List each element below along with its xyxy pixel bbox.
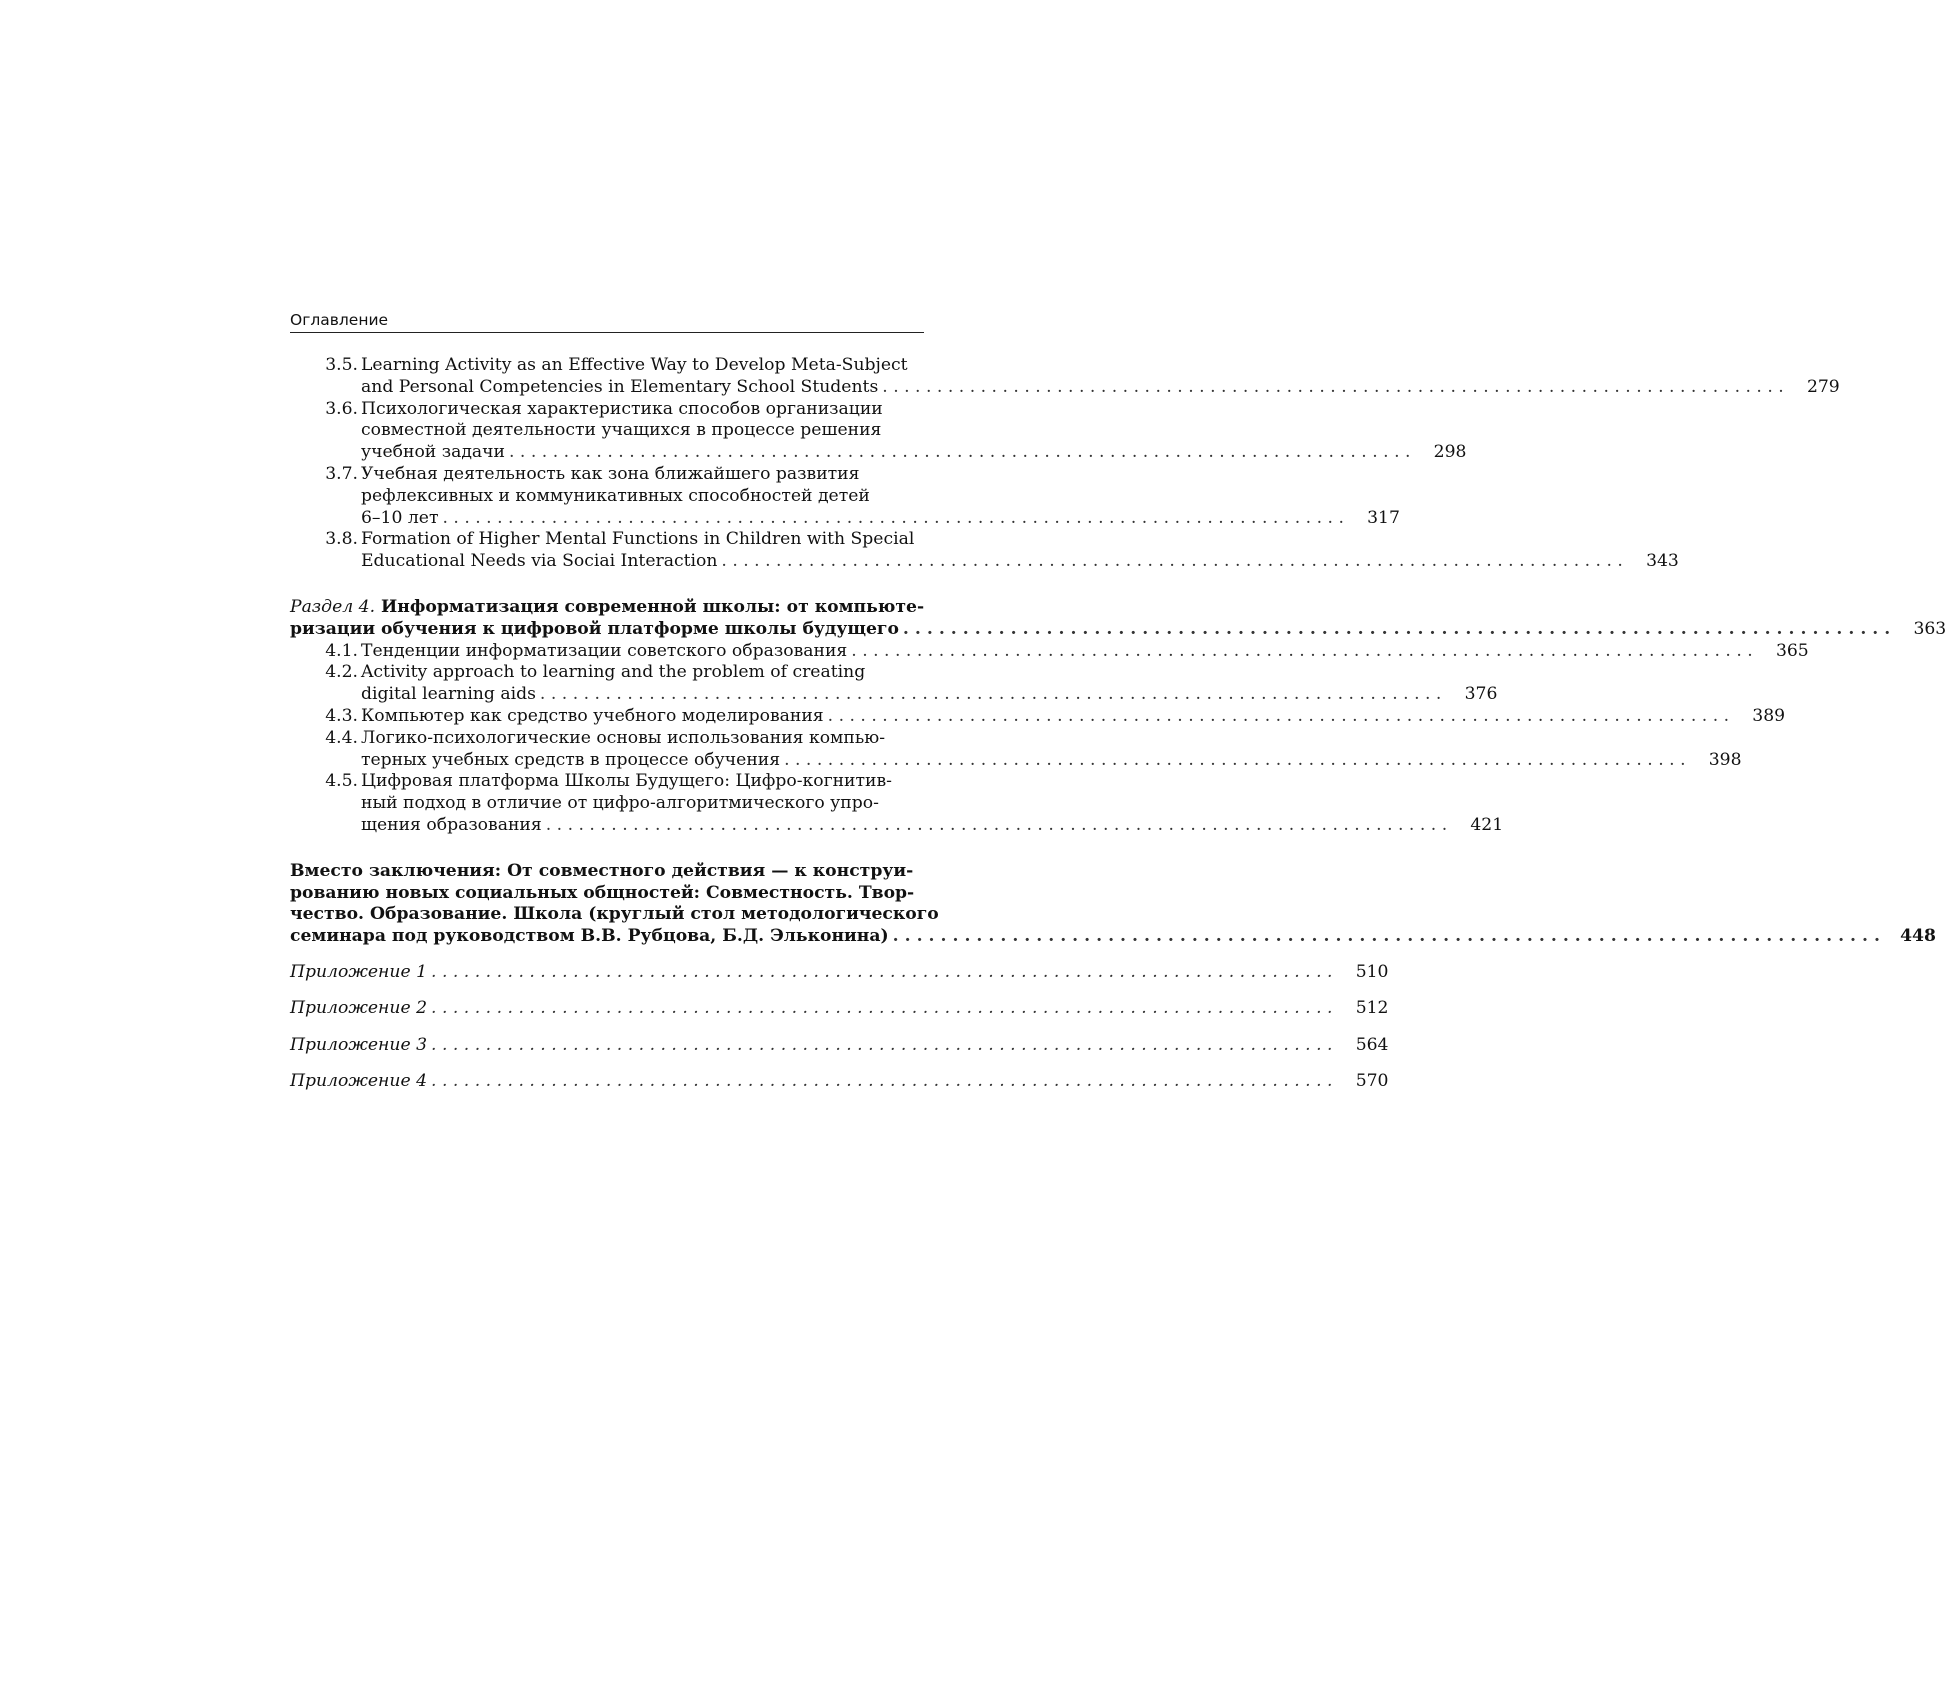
appendix-entry bbox=[290, 1034, 1389, 1057]
page-number: 279 bbox=[1806, 376, 1840, 397]
entry-title bbox=[361, 464, 1344, 529]
entry-title-text: Тенденции информатизации советского образования bbox=[361, 640, 848, 661]
entry-title bbox=[361, 728, 1686, 772]
entry-title-text: digital learning aids bbox=[361, 684, 536, 705]
page-number: 564 bbox=[1355, 1034, 1389, 1055]
page-number: 389 bbox=[1752, 705, 1786, 726]
entry-line bbox=[361, 551, 1623, 573]
entry-line bbox=[290, 1035, 1333, 1057]
page-number: 298 bbox=[1433, 442, 1467, 463]
toc-entry bbox=[290, 727, 1742, 772]
entry-number: 4.5. bbox=[325, 771, 358, 792]
entry-title bbox=[361, 662, 1441, 706]
appendix-title bbox=[290, 1035, 1333, 1057]
entry-line: чество. Образование. Школа (круглый стол методологического bbox=[290, 904, 939, 925]
appendix-title bbox=[290, 998, 1333, 1020]
page-number: 376 bbox=[1464, 684, 1498, 705]
leader-dots bbox=[431, 1035, 1332, 1057]
entry-title-text: and Personal Competencies in Elementary School Students bbox=[361, 376, 879, 397]
page-number: 448 bbox=[1900, 926, 1936, 947]
entry-line: Психологическая характеристика способов организации bbox=[361, 398, 883, 419]
entry-title bbox=[361, 706, 1729, 728]
conclusion-entry bbox=[290, 860, 1936, 948]
leader-dots bbox=[540, 684, 1441, 706]
entry-line bbox=[361, 377, 1784, 399]
section-title-line-2: ризации обучения к цифровой платформе школы будущего bbox=[290, 618, 899, 639]
leader-dots bbox=[784, 750, 1685, 772]
entry-line bbox=[361, 684, 1441, 706]
entry-title-text: Приложение 1 bbox=[290, 961, 428, 982]
entry-title-text: Приложение 2 bbox=[290, 998, 428, 1019]
leader-dots bbox=[851, 641, 1752, 663]
page-number: 570 bbox=[1355, 1071, 1389, 1092]
entry-line bbox=[290, 962, 1333, 984]
appendix-entry bbox=[290, 998, 1389, 1020]
section-title-line-1: Информатизация современной школы: от компьюте- bbox=[381, 596, 925, 617]
entry-line: Цифровая платформа Школы Будущего: Цифро-когнитив- bbox=[361, 771, 892, 792]
leader-dots bbox=[442, 508, 1343, 530]
section-label: Раздел 4. bbox=[290, 596, 376, 617]
entry-number: 3.5. bbox=[325, 355, 358, 375]
page-number: 365 bbox=[1775, 640, 1809, 661]
entry-number: 4.2. bbox=[325, 662, 358, 683]
entry-line: совместной деятельности учащихся в процессе решения bbox=[361, 420, 882, 441]
entry-title-text: Educational Needs via Sociai Interaction bbox=[361, 551, 718, 572]
page-number: 510 bbox=[1355, 961, 1389, 982]
toc-entry bbox=[290, 705, 1786, 728]
entry-number: 3.8. bbox=[325, 529, 358, 550]
leader-dots bbox=[431, 998, 1332, 1020]
entry-number: 3.7. bbox=[325, 463, 358, 484]
leader-dots bbox=[546, 815, 1447, 837]
entry-title-text: Приложение 3 bbox=[290, 1034, 428, 1055]
entry-title bbox=[361, 529, 1623, 573]
conclusion-title bbox=[290, 861, 1880, 948]
entry-line bbox=[361, 706, 1729, 728]
leader-dots bbox=[509, 442, 1410, 464]
entry-line bbox=[290, 926, 1880, 948]
chapter-3-entries bbox=[290, 355, 1840, 573]
appendix-title bbox=[290, 962, 1333, 984]
entry-title-text: Компьютер как средство учебного моделирования bbox=[361, 705, 824, 726]
entry-line: рефлексивных и коммуникативных способностей детей bbox=[361, 485, 870, 506]
entry-number: 4.3. bbox=[325, 705, 358, 726]
table-of-contents bbox=[290, 355, 1946, 1093]
entry-line: Логико-психологические основы использования компью- bbox=[361, 727, 886, 748]
entry-title-text: щения образования bbox=[361, 814, 542, 835]
entry-title-text: терных учебных средств в процессе обучения bbox=[361, 749, 781, 770]
toc-entry bbox=[290, 771, 1504, 836]
entry-title bbox=[361, 771, 1447, 836]
entry-line bbox=[290, 998, 1333, 1020]
page-number: 398 bbox=[1708, 749, 1742, 770]
entry-number: 4.1. bbox=[325, 640, 358, 661]
toc-entry bbox=[290, 463, 1400, 529]
entry-line bbox=[361, 442, 1410, 464]
entry-title bbox=[361, 641, 1753, 663]
entry-line bbox=[361, 815, 1447, 837]
toc-entry bbox=[290, 662, 1498, 706]
page-number: 512 bbox=[1355, 998, 1389, 1019]
page-number: 343 bbox=[1646, 551, 1679, 572]
entry-line: Учебная деятельность как зона ближайшего развития bbox=[361, 463, 860, 484]
page-number: 421 bbox=[1470, 814, 1504, 835]
toc-entry bbox=[290, 640, 1809, 663]
leader-dots bbox=[882, 377, 1783, 399]
entry-title-text: 6–10 лет bbox=[361, 507, 439, 528]
toc-entry bbox=[290, 355, 1840, 399]
page-number: 317 bbox=[1367, 507, 1400, 528]
appendix-entry bbox=[290, 961, 1389, 984]
entry-line: Formation of Higher Mental Functions in Children with Special bbox=[361, 529, 915, 550]
toc-entry bbox=[290, 529, 1679, 573]
chapter-4-entries bbox=[290, 640, 1809, 837]
entry-line: Вместо заключения: От совместного действия — к конструи- bbox=[290, 860, 914, 881]
appendix-title bbox=[290, 1071, 1333, 1093]
leader-dots bbox=[828, 706, 1729, 728]
entry-line bbox=[361, 641, 1753, 663]
entry-line: Learning Activity as an Effective Way to Develop Meta-Subject bbox=[361, 355, 908, 375]
page-number: 363 bbox=[1913, 618, 1946, 639]
running-head: Оглавление bbox=[290, 311, 924, 333]
entry-line bbox=[290, 1071, 1333, 1093]
entry-title bbox=[361, 399, 1410, 464]
leader-dots bbox=[431, 962, 1332, 984]
entry-number: 4.4. bbox=[325, 727, 358, 748]
toc-entry bbox=[290, 398, 1467, 464]
entry-title-text: семинара под руководством В.В. Рубцова, Б.Д. Эльконина) bbox=[290, 926, 889, 947]
entry-number: 3.6. bbox=[325, 398, 358, 419]
entry-title-text: учебной задачи bbox=[361, 442, 505, 463]
toc-page bbox=[290, 311, 1946, 1093]
appendix-list bbox=[290, 961, 1389, 1093]
entry-title-text: Приложение 4 bbox=[290, 1071, 428, 1092]
entry-line: ный подход в отличие от цифро-алгоритмического упро- bbox=[361, 793, 879, 814]
leader-dots bbox=[903, 619, 1890, 641]
entry-line: рованию новых социальных общностей: Совместность. Твор- bbox=[290, 882, 915, 903]
entry-title bbox=[361, 355, 1784, 399]
leader-dots bbox=[721, 551, 1622, 573]
appendix-entry bbox=[290, 1071, 1389, 1093]
entry-line bbox=[361, 750, 1686, 772]
section-4-entry bbox=[290, 596, 1946, 641]
leader-dots bbox=[431, 1071, 1332, 1093]
leader-dots bbox=[893, 926, 1880, 948]
entry-line bbox=[361, 508, 1344, 530]
entry-line: Activity approach to learning and the problem of creating bbox=[361, 662, 866, 683]
